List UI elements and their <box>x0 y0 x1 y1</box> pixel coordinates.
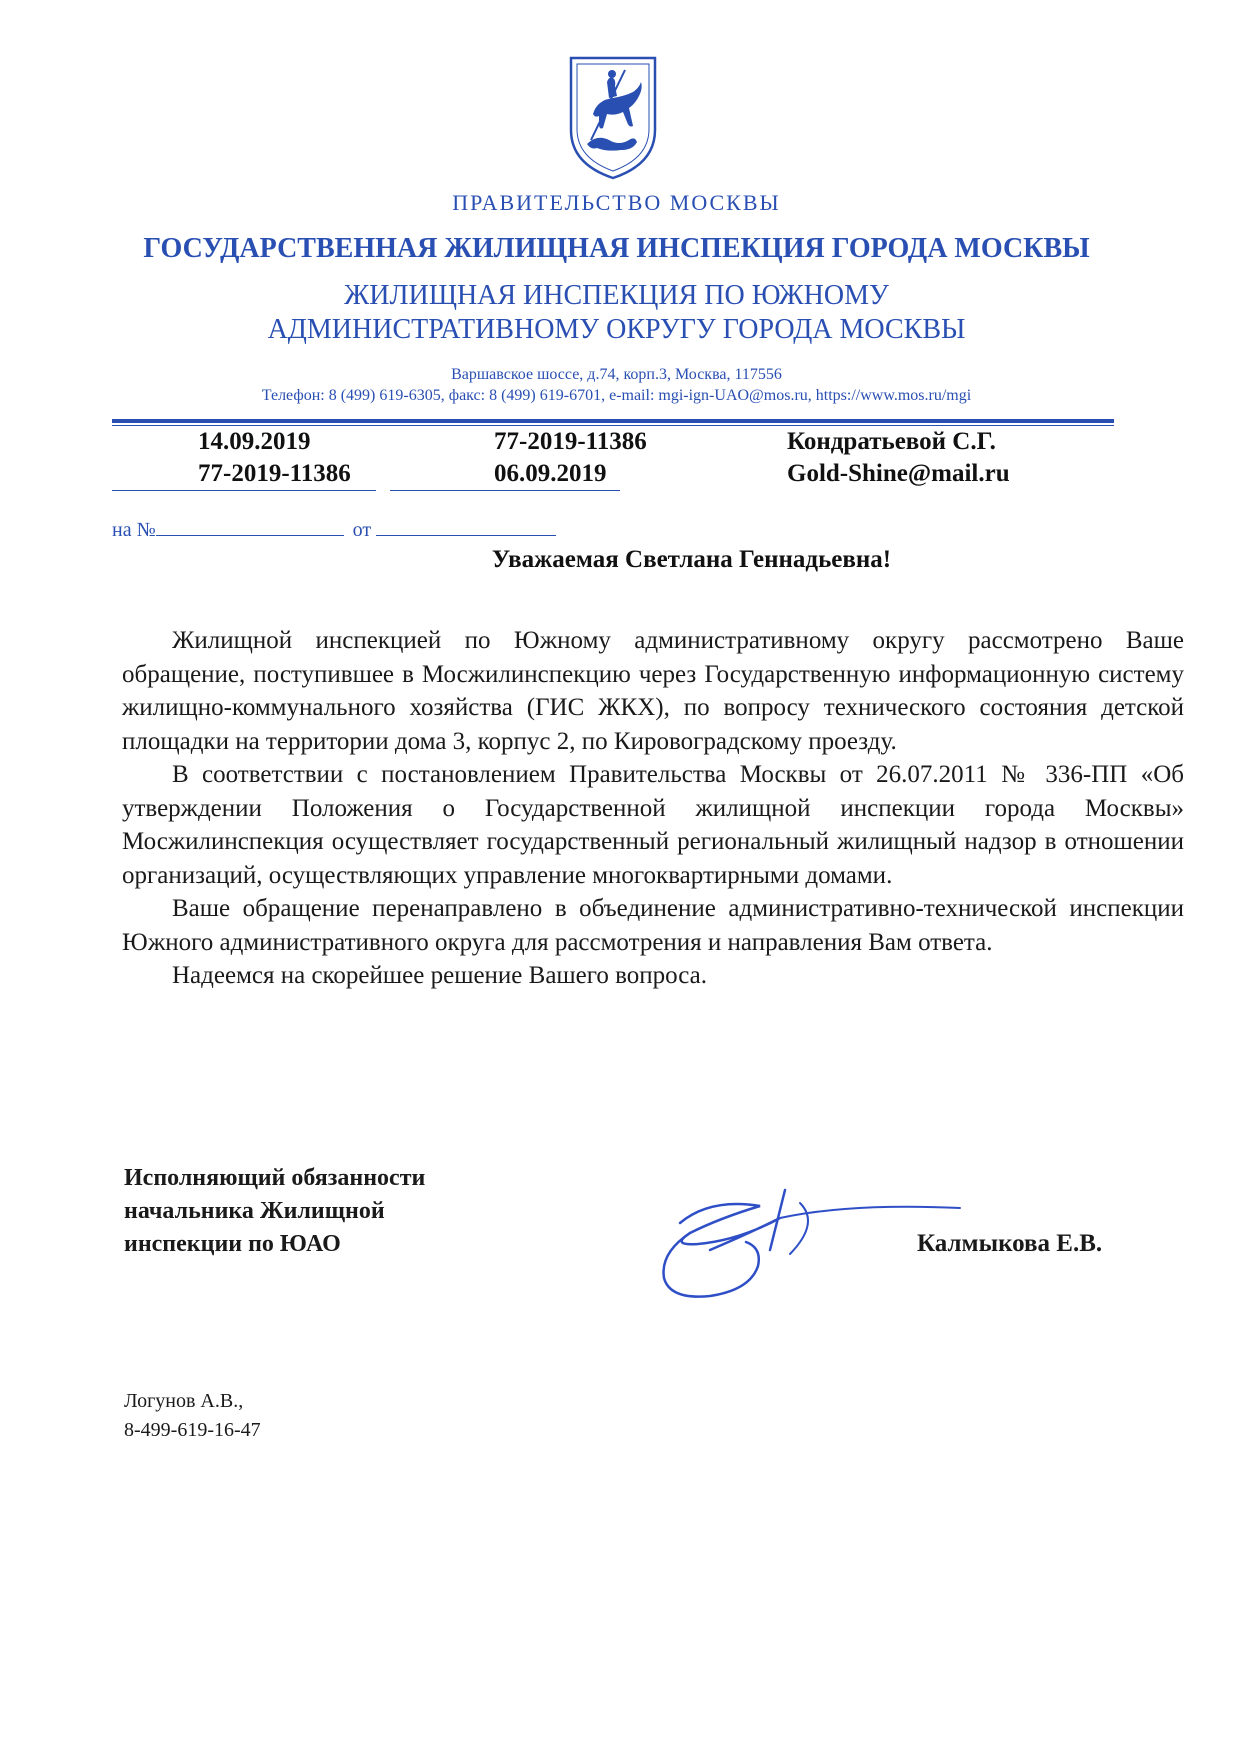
body-paragraph: Ваше обращение перенаправлено в объединение административно-технической инспекции Южного административного округа для рассмотрения и направления Вам ответа. <box>122 895 1184 956</box>
reference-from-label: от <box>352 519 372 541</box>
agency-name: ГОСУДАРСТВЕННАЯ ЖИЛИЩНАЯ ИНСПЕКЦИЯ ГОРОДА МОСКВЫ <box>143 233 1090 264</box>
executor-info <box>124 1387 261 1445</box>
letter-body <box>122 624 1184 993</box>
government-name: ПРАВИТЕЛЬСТВО МОСКВЫ <box>452 190 781 215</box>
registration-date-incoming: 06.09.2019 <box>494 460 607 487</box>
registration-underline-left <box>112 490 376 491</box>
signer-title-line: инспекции по ЮАО <box>124 1231 341 1257</box>
reference-number-field <box>156 519 344 536</box>
department-name-line1: ЖИЛИЩНАЯ ИНСПЕКЦИЯ ПО ЮЖНОМУ <box>344 280 889 311</box>
reference-row <box>112 519 556 542</box>
header-divider-thick <box>112 419 1114 423</box>
registration-number-outgoing: 77-2019-11386 <box>198 460 351 487</box>
moscow-coat-of-arms-icon <box>563 52 663 182</box>
address-line: Варшавское шоссе, д.74, корп.3, Москва, 117556 <box>451 366 782 383</box>
signer-title <box>124 1162 425 1261</box>
reference-date-field <box>376 519 556 536</box>
signer-name: Калмыкова Е.В. <box>917 1230 1103 1257</box>
header-divider-thin <box>112 425 1114 426</box>
body-paragraph: Жилищной инспекцией по Южному административному округу рассмотрено Ваше обращение, поступившее в Мосжилинспекцию через Государственную информационную систему жилищно-коммунального хозяйства (ГИС ЖКХ), по вопросу технического состояния детской площадки на территории дома 3, корпус 2, по Кировоградскому проезду. <box>122 627 1184 755</box>
reference-number-label: на № <box>112 519 156 541</box>
executor-phone: 8-499-619-16-47 <box>124 1419 261 1441</box>
registration-number-incoming: 77-2019-11386 <box>494 428 647 455</box>
salutation: Уважаемая Светлана Геннадьевна! <box>491 546 892 573</box>
registration-date-outgoing: 14.09.2019 <box>198 428 311 455</box>
department-name-line2: АДМИНИСТРАТИВНОМУ ОКРУГУ ГОРОДА МОСКВЫ <box>267 314 966 345</box>
recipient-email: Gold-Shine@mail.ru <box>787 460 1010 487</box>
signer-title-line: Исполняющий обязанности <box>124 1165 426 1191</box>
recipient-name: Кондратьевой С.Г. <box>787 428 996 455</box>
body-paragraph: Надеемся на скорейшее решение Вашего вопроса. <box>172 962 708 989</box>
signer-title-line: начальника Жилищной <box>124 1198 385 1224</box>
registration-underline-right <box>390 490 620 491</box>
contacts-line: Телефон: 8 (499) 619-6305, факс: 8 (499) 619-6701, e-mail: mgi-ign-UAO@mos.ru, https://www.mos.ru/mgi <box>261 387 972 404</box>
executor-name: Логунов А.В., <box>124 1390 244 1412</box>
body-paragraph: В соответствии с постановлением Правительства Москвы от 26.07.2011 № 336-ПП «Об утверждении Положения о Государственной жилищной инспекции города Москвы» Мосжилинспекция осуществляет государственный региональный жилищный надзор в отношении организаций, осуществляющих управление многоквартирными домами. <box>122 761 1184 889</box>
